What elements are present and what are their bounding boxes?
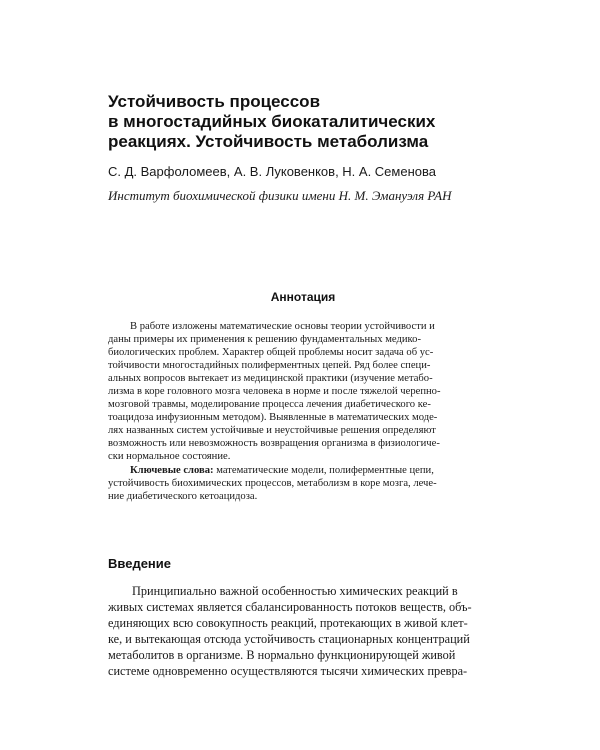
body-line: системе одновременно осуществляются тысячи химических превра-: [108, 664, 468, 678]
keywords-label: Ключевые слова:: [130, 464, 214, 476]
abstract-line: В работе изложены математические основы теории устойчивости и: [130, 321, 435, 332]
title-line: Устойчивость процессов: [108, 92, 321, 111]
abstract-line: тоацидоза инфузионным методом). Выявленные в математических моде-: [108, 412, 438, 424]
body-line: живых системах является сбалансированность потоков веществ, объ-: [108, 600, 472, 614]
abstract-line: возможность или невозможность возвращения организма в физиологиче-: [108, 438, 440, 450]
abstract-line: альных вопросов вытекает из медицинской практики (изучение метабо-: [108, 373, 433, 385]
introduction-heading: Введение: [108, 556, 171, 571]
keywords-line: устойчивость биохимических процессов, метаболизм в коре мозга, лече-: [108, 477, 437, 489]
keywords-line: ние диабетического кетоацидоза.: [108, 490, 258, 502]
abstract-line: даны примеры их применения к решению фундаментальных медико-: [108, 334, 421, 346]
authors: С. Д. Варфоломеев, А. В. Луковенков, Н. А. Семенова: [108, 164, 436, 179]
abstract-line: мозговой травмы, моделирование процесса лечения диабетического ке-: [108, 399, 431, 411]
title-line: в многостадийных биокаталитических: [108, 112, 436, 131]
body-line: единяющих всю совокупность реакций, протекающих в живой клет-: [108, 616, 468, 630]
abstract-body: [108, 320, 498, 503]
abstract-line: лях названных систем устойчивые и неустойчивые решения определяют: [108, 425, 436, 437]
title-line: реакциях. Устойчивость метаболизма: [108, 132, 429, 151]
introduction-body: [108, 583, 528, 679]
keywords-line: [108, 464, 498, 477]
abstract-heading: Аннотация: [270, 290, 336, 304]
affiliation: Институт биохимической физики имени Н. М. Эмануэля РАН: [108, 188, 452, 203]
body-line: Принципиально важной особенностью химических реакций в: [132, 584, 458, 598]
abstract-line: ски нормальное состояние.: [108, 451, 231, 463]
article-title: [108, 92, 548, 152]
keywords-text: математические модели, полиферментные цепи,: [216, 464, 434, 476]
abstract-line: лизма в коре головного мозга человека в норме и после тяжелой черепно-: [108, 386, 441, 398]
body-line: метаболитов в организме. В нормально функционирующей живой: [108, 648, 456, 662]
abstract-line: биологических проблем. Характер общей проблемы носит задача об ус-: [108, 347, 434, 359]
abstract-line: тойчивости многостадийных полиферментных цепей. Ряд более специ-: [108, 360, 431, 372]
body-line: ке, и вытекающая отсюда устойчивость стационарных концентраций: [108, 632, 470, 646]
